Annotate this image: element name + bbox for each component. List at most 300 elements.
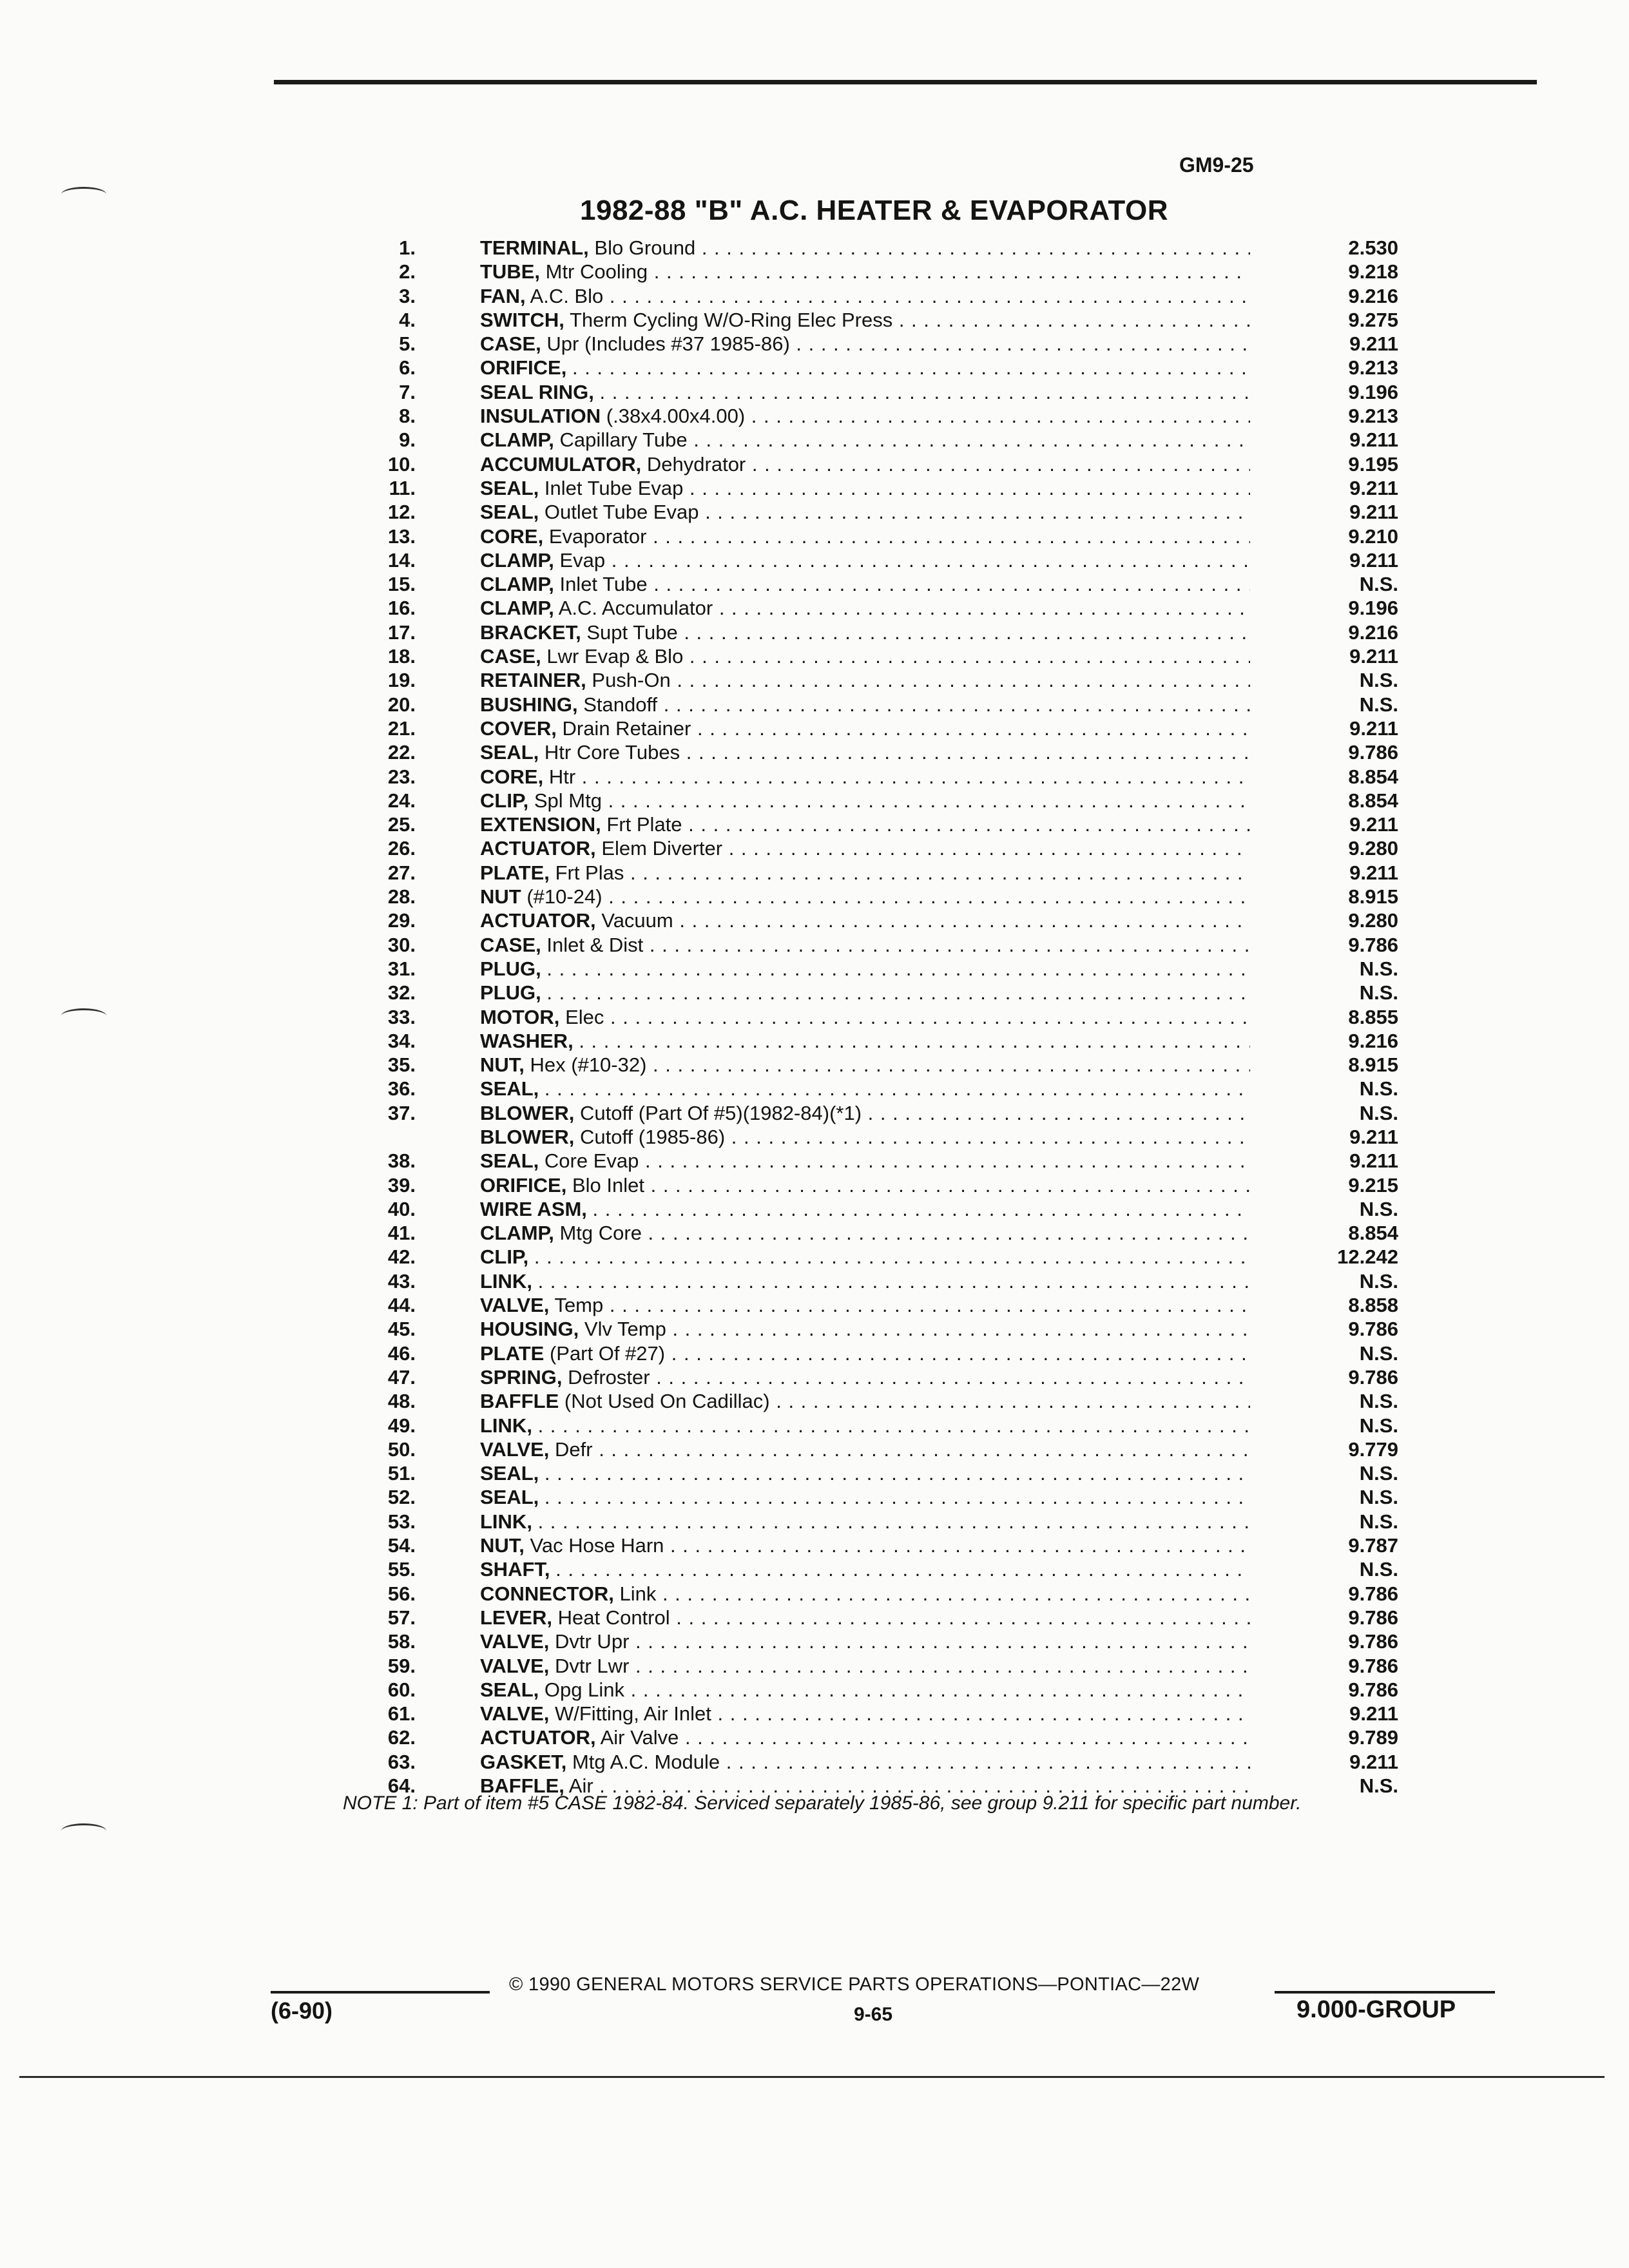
group-code: 9.195 bbox=[1348, 452, 1398, 476]
part-detail: Vac Hose Harn bbox=[530, 1534, 664, 1557]
part-number: 48. bbox=[387, 1390, 416, 1413]
part-row bbox=[348, 1606, 1398, 1629]
part-number: 30. bbox=[387, 933, 416, 956]
group-code: 9.211 bbox=[1349, 861, 1398, 884]
part-detail: Evap bbox=[559, 548, 606, 572]
part-row bbox=[348, 1101, 1398, 1125]
part-number: 10. bbox=[387, 452, 416, 476]
part-number: 26. bbox=[387, 837, 416, 860]
part-row bbox=[348, 1269, 1398, 1293]
part-name: SEAL, bbox=[480, 741, 539, 764]
part-detail: Frt Plate bbox=[606, 813, 682, 836]
group-code: 9.218 bbox=[1348, 260, 1398, 284]
part-name: SEAL, bbox=[480, 476, 539, 499]
part-row bbox=[348, 1485, 1398, 1509]
group-code: 8.854 bbox=[1348, 765, 1398, 788]
group-code: N.S. bbox=[1359, 1486, 1398, 1509]
part-detail: A.C. Accumulator bbox=[558, 597, 713, 620]
part-name: COVER, bbox=[480, 716, 557, 740]
group-code: 9.211 bbox=[1349, 1149, 1398, 1173]
part-number: 11. bbox=[389, 476, 416, 499]
part-row bbox=[348, 1557, 1398, 1581]
part-row bbox=[348, 572, 1398, 596]
part-description bbox=[480, 572, 1250, 596]
part-name: SEAL, bbox=[480, 1149, 539, 1173]
part-description bbox=[480, 1582, 1250, 1606]
parts-list bbox=[348, 236, 1398, 1798]
group-code: 8.855 bbox=[1348, 1005, 1398, 1028]
part-name: SEAL, bbox=[480, 1077, 539, 1100]
part-number: 33. bbox=[387, 1005, 416, 1028]
group-code: 9.275 bbox=[1348, 308, 1398, 331]
part-description bbox=[480, 1029, 1250, 1053]
group-code: 9.196 bbox=[1348, 380, 1398, 403]
part-detail: Inlet Tube Evap bbox=[544, 476, 684, 499]
part-description bbox=[480, 236, 1250, 260]
part-row bbox=[348, 1725, 1398, 1749]
page-code: GM9-25 bbox=[1179, 153, 1254, 177]
part-name: INSULATION bbox=[480, 405, 601, 428]
part-description bbox=[480, 1606, 1250, 1629]
group-code: 12.242 bbox=[1337, 1245, 1398, 1269]
part-name: BLOWER, bbox=[480, 1101, 575, 1124]
part-row bbox=[348, 1173, 1398, 1197]
part-name: ACTUATOR, bbox=[480, 1726, 596, 1749]
part-description bbox=[480, 1341, 1250, 1365]
group-code: 9.786 bbox=[1348, 1318, 1398, 1341]
group-code: N.S. bbox=[1359, 1558, 1398, 1581]
part-detail: Dvtr Upr bbox=[555, 1630, 630, 1653]
part-number: 36. bbox=[387, 1077, 416, 1100]
group-code: 9.216 bbox=[1348, 620, 1398, 644]
part-row bbox=[348, 500, 1398, 524]
part-description bbox=[480, 1629, 1250, 1653]
part-row bbox=[348, 1414, 1398, 1437]
group-code: N.S. bbox=[1359, 1101, 1398, 1124]
part-name: LEVER, bbox=[480, 1606, 552, 1629]
part-number: 6. bbox=[399, 356, 416, 380]
part-description bbox=[480, 644, 1250, 668]
group-code: 9.211 bbox=[1349, 716, 1398, 740]
part-description bbox=[480, 836, 1250, 860]
part-number: 55. bbox=[387, 1558, 416, 1581]
part-description bbox=[480, 284, 1250, 308]
part-detail: Mtr Cooling bbox=[545, 260, 648, 284]
part-number: 15. bbox=[387, 573, 416, 596]
part-row bbox=[348, 933, 1398, 957]
part-name: CORE, bbox=[480, 765, 544, 788]
part-detail: Push-On bbox=[592, 669, 671, 692]
part-row bbox=[348, 1245, 1398, 1269]
part-number: 60. bbox=[387, 1678, 416, 1701]
part-row bbox=[348, 644, 1398, 668]
part-row bbox=[348, 789, 1398, 812]
part-number: 14. bbox=[387, 548, 416, 572]
part-row bbox=[348, 524, 1398, 548]
part-detail: Evaporator bbox=[548, 524, 647, 548]
part-row bbox=[348, 332, 1398, 356]
part-row bbox=[348, 404, 1398, 428]
part-row bbox=[348, 885, 1398, 908]
group-code: 9.786 bbox=[1348, 1365, 1398, 1389]
group-label: 9.000-GROUP bbox=[1296, 1996, 1456, 2023]
part-detail: Heat Control bbox=[557, 1606, 670, 1629]
part-row bbox=[348, 1461, 1398, 1485]
part-name: PLATE bbox=[480, 1341, 545, 1365]
part-number: 38. bbox=[387, 1149, 416, 1173]
part-detail: Spl Mtg bbox=[534, 789, 602, 812]
part-number: 52. bbox=[387, 1486, 416, 1509]
part-detail: Dvtr Lwr bbox=[555, 1654, 630, 1677]
part-number: 53. bbox=[387, 1510, 416, 1533]
part-description bbox=[480, 476, 1250, 500]
group-code: 9.211 bbox=[1349, 1125, 1398, 1148]
footer-rule-right bbox=[1275, 1991, 1495, 1994]
part-number: 4. bbox=[399, 308, 416, 331]
part-number: 27. bbox=[387, 861, 416, 884]
part-name: WIRE ASM, bbox=[480, 1197, 587, 1220]
part-number: 9. bbox=[399, 428, 416, 452]
part-detail: (.38x4.00x4.00) bbox=[606, 405, 746, 428]
part-detail: Capillary Tube bbox=[559, 428, 688, 452]
part-number: 23. bbox=[387, 765, 416, 788]
bottom-rule bbox=[19, 2076, 1605, 2078]
part-row bbox=[348, 1678, 1398, 1702]
part-description bbox=[480, 332, 1250, 356]
part-detail: Temp bbox=[554, 1294, 604, 1317]
group-code: 9.216 bbox=[1348, 1029, 1398, 1052]
part-description bbox=[480, 1533, 1250, 1557]
part-description bbox=[480, 1173, 1250, 1197]
part-description bbox=[480, 861, 1250, 885]
part-detail: Frt Plas bbox=[555, 861, 624, 884]
part-description bbox=[480, 404, 1250, 428]
part-detail: Outlet Tube Evap bbox=[544, 501, 699, 524]
part-name: NUT, bbox=[480, 1053, 525, 1077]
part-number: 57. bbox=[387, 1606, 416, 1629]
part-description bbox=[480, 1245, 1250, 1269]
part-row bbox=[348, 260, 1398, 284]
part-row bbox=[348, 1029, 1398, 1053]
part-name: FAN, bbox=[480, 284, 526, 307]
part-name: PLUG, bbox=[480, 981, 541, 1004]
part-number: 13. bbox=[387, 524, 416, 548]
part-description bbox=[480, 1485, 1250, 1509]
part-detail: (Not Used On Cadillac) bbox=[564, 1390, 770, 1413]
binder-mark bbox=[61, 1008, 106, 1023]
group-code: 9.213 bbox=[1348, 405, 1398, 428]
part-detail: Blo Ground bbox=[594, 236, 696, 259]
part-name: PLUG, bbox=[480, 957, 541, 980]
part-description bbox=[480, 308, 1250, 332]
part-name: BAFFLE bbox=[480, 1390, 559, 1413]
part-description bbox=[480, 1125, 1250, 1149]
group-code: 9.215 bbox=[1348, 1173, 1398, 1196]
part-description bbox=[480, 668, 1250, 692]
footer-rule-left bbox=[271, 1991, 490, 1994]
group-code: 2.530 bbox=[1348, 236, 1398, 259]
group-code: N.S. bbox=[1359, 957, 1398, 980]
part-description bbox=[480, 957, 1250, 981]
date-code: (6-90) bbox=[271, 1997, 333, 2024]
group-code: 9.216 bbox=[1348, 284, 1398, 307]
part-name: ACTUATOR, bbox=[480, 837, 596, 860]
part-name: VALVE, bbox=[480, 1294, 550, 1317]
group-code: 9.211 bbox=[1349, 548, 1398, 572]
part-number: 16. bbox=[387, 597, 416, 620]
part-name: ORIFICE, bbox=[480, 1173, 567, 1196]
part-row bbox=[348, 1341, 1398, 1365]
part-row bbox=[348, 1437, 1398, 1461]
part-detail: Air Valve bbox=[600, 1726, 679, 1749]
part-row bbox=[348, 693, 1398, 716]
part-description bbox=[480, 1557, 1250, 1581]
part-number: 31. bbox=[387, 957, 416, 980]
part-name: ACCUMULATOR, bbox=[480, 452, 642, 476]
part-row bbox=[348, 812, 1398, 836]
part-number: 43. bbox=[387, 1269, 416, 1293]
part-description bbox=[480, 1365, 1250, 1389]
part-description bbox=[480, 500, 1250, 524]
part-detail: Blo Inlet bbox=[572, 1173, 644, 1196]
part-row bbox=[348, 836, 1398, 860]
part-name: PLATE, bbox=[480, 861, 550, 884]
part-row bbox=[348, 428, 1398, 452]
part-row bbox=[348, 1510, 1398, 1533]
part-number: 62. bbox=[387, 1726, 416, 1749]
group-code: 9.211 bbox=[1349, 332, 1398, 356]
part-row bbox=[348, 981, 1398, 1004]
group-code: N.S. bbox=[1359, 1269, 1398, 1293]
group-code: 9.210 bbox=[1348, 524, 1398, 548]
part-description bbox=[480, 1678, 1250, 1702]
binder-mark bbox=[61, 1823, 106, 1838]
part-description bbox=[480, 933, 1250, 957]
group-code: N.S. bbox=[1359, 1510, 1398, 1533]
part-row bbox=[348, 1077, 1398, 1100]
part-description bbox=[480, 1389, 1250, 1413]
part-detail: Cutoff (1985-86) bbox=[580, 1125, 726, 1148]
part-name: VALVE, bbox=[480, 1437, 550, 1461]
page-title: 1982-88 "B" A.C. HEATER & EVAPORATOR bbox=[580, 195, 1169, 226]
part-number: 45. bbox=[387, 1318, 416, 1341]
part-number: 64. bbox=[387, 1774, 416, 1797]
part-detail: Dehydrator bbox=[646, 452, 746, 476]
group-code: N.S. bbox=[1359, 1462, 1398, 1485]
group-code: N.S. bbox=[1359, 1414, 1398, 1437]
part-detail: Upr (Includes #37 1985-86) bbox=[546, 332, 790, 356]
part-name: ORIFICE, bbox=[480, 356, 567, 380]
part-row bbox=[348, 236, 1398, 260]
part-name: SEAL, bbox=[480, 1462, 539, 1485]
part-number: 37. bbox=[387, 1101, 416, 1124]
part-number: 63. bbox=[387, 1750, 416, 1773]
part-description bbox=[480, 716, 1250, 740]
part-detail: Standoff bbox=[583, 693, 658, 716]
part-description bbox=[480, 524, 1250, 548]
part-number: 1. bbox=[399, 236, 416, 259]
part-row bbox=[348, 1317, 1398, 1341]
group-code: N.S. bbox=[1359, 1390, 1398, 1413]
part-name: SWITCH, bbox=[480, 308, 564, 331]
part-name: SPRING, bbox=[480, 1365, 563, 1389]
part-detail: Therm Cycling W/O-Ring Elec Press bbox=[569, 308, 893, 331]
part-name: BRACKET, bbox=[480, 620, 581, 644]
part-row bbox=[348, 284, 1398, 308]
part-number: 47. bbox=[387, 1365, 416, 1389]
part-description bbox=[480, 1005, 1250, 1029]
part-number: 44. bbox=[387, 1294, 416, 1317]
group-code: 9.211 bbox=[1349, 428, 1398, 452]
part-number: 46. bbox=[387, 1341, 416, 1365]
part-name: SEAL, bbox=[480, 501, 539, 524]
part-row bbox=[348, 908, 1398, 932]
part-number: 54. bbox=[387, 1534, 416, 1557]
part-description bbox=[480, 1269, 1250, 1293]
part-row bbox=[348, 765, 1398, 789]
part-description bbox=[480, 981, 1250, 1004]
part-number: 2. bbox=[399, 260, 416, 284]
part-name: CLIP, bbox=[480, 789, 529, 812]
part-row bbox=[348, 1389, 1398, 1413]
part-description bbox=[480, 1293, 1250, 1317]
part-description bbox=[480, 812, 1250, 836]
part-detail: Core Evap bbox=[544, 1149, 639, 1173]
group-code: N.S. bbox=[1359, 573, 1398, 596]
page-number: 9-65 bbox=[854, 2004, 893, 2025]
part-name: NUT bbox=[480, 885, 521, 908]
group-code: N.S. bbox=[1359, 1077, 1398, 1100]
part-row bbox=[348, 861, 1398, 885]
group-code: 9.196 bbox=[1348, 597, 1398, 620]
part-name: CLAMP, bbox=[480, 573, 554, 596]
part-row bbox=[348, 1702, 1398, 1725]
part-detail: Air bbox=[568, 1774, 593, 1797]
part-row bbox=[348, 548, 1398, 572]
part-row bbox=[348, 1149, 1398, 1173]
part-description bbox=[480, 1702, 1250, 1725]
part-row bbox=[348, 1582, 1398, 1606]
part-name: LINK, bbox=[480, 1414, 532, 1437]
part-description bbox=[480, 1654, 1250, 1678]
part-name: VALVE, bbox=[480, 1630, 550, 1653]
binder-mark bbox=[61, 187, 106, 202]
part-name: LINK, bbox=[480, 1510, 532, 1533]
part-number: 40. bbox=[387, 1197, 416, 1220]
part-description bbox=[480, 1149, 1250, 1173]
part-description bbox=[480, 260, 1250, 284]
part-detail: Vlv Temp bbox=[584, 1318, 666, 1341]
part-detail: Opg Link bbox=[544, 1678, 624, 1701]
part-name: CASE, bbox=[480, 332, 541, 356]
part-number: 29. bbox=[387, 909, 416, 932]
group-code: 9.786 bbox=[1348, 1582, 1398, 1605]
part-row bbox=[348, 1365, 1398, 1389]
part-row bbox=[348, 1005, 1398, 1029]
part-description bbox=[480, 1101, 1250, 1125]
group-code: 9.789 bbox=[1348, 1726, 1398, 1749]
part-description bbox=[480, 1414, 1250, 1437]
part-row bbox=[348, 1221, 1398, 1245]
group-code: 9.786 bbox=[1348, 933, 1398, 956]
part-detail: Elec bbox=[565, 1005, 604, 1028]
part-number: 41. bbox=[387, 1222, 416, 1245]
part-detail: Htr Core Tubes bbox=[544, 741, 680, 764]
group-code: 8.854 bbox=[1348, 789, 1398, 812]
part-description bbox=[480, 1510, 1250, 1533]
part-description bbox=[480, 548, 1250, 572]
part-detail: Htr bbox=[548, 765, 576, 788]
part-description bbox=[480, 1461, 1250, 1485]
part-row bbox=[348, 596, 1398, 620]
part-name: GASKET, bbox=[480, 1750, 567, 1773]
part-number: 20. bbox=[387, 693, 416, 716]
part-description bbox=[480, 693, 1250, 716]
part-name: BLOWER, bbox=[480, 1125, 575, 1148]
part-name: CLAMP, bbox=[480, 428, 554, 452]
part-description bbox=[480, 789, 1250, 812]
group-code: 8.858 bbox=[1348, 1294, 1398, 1317]
part-name: TERMINAL, bbox=[480, 236, 589, 259]
part-detail: A.C. Blo bbox=[530, 284, 604, 307]
part-row bbox=[348, 1293, 1398, 1317]
part-description bbox=[480, 765, 1250, 789]
part-row bbox=[348, 380, 1398, 404]
part-description bbox=[480, 1725, 1250, 1749]
part-detail: Inlet Tube bbox=[559, 573, 648, 596]
part-row bbox=[348, 668, 1398, 692]
part-name: RETAINER, bbox=[480, 669, 586, 692]
part-name: CLAMP, bbox=[480, 1222, 554, 1245]
part-row bbox=[348, 957, 1398, 981]
part-number: 8. bbox=[399, 405, 416, 428]
part-row bbox=[348, 620, 1398, 644]
part-description bbox=[480, 1221, 1250, 1245]
part-name: CLAMP, bbox=[480, 548, 554, 572]
part-detail: Lwr Evap & Blo bbox=[546, 645, 684, 668]
group-code: 8.854 bbox=[1348, 1222, 1398, 1245]
part-detail: Drain Retainer bbox=[562, 716, 691, 740]
part-detail: Defroster bbox=[568, 1365, 650, 1389]
part-name: EXTENSION, bbox=[480, 813, 601, 836]
part-number: 28. bbox=[387, 885, 416, 908]
part-name: NUT, bbox=[480, 1534, 525, 1557]
part-row bbox=[348, 1629, 1398, 1653]
part-name: CONNECTOR, bbox=[480, 1582, 614, 1605]
group-code: N.S. bbox=[1359, 1197, 1398, 1220]
part-number: 50. bbox=[387, 1437, 416, 1461]
part-detail: Elem Diverter bbox=[601, 837, 723, 860]
part-number: 3. bbox=[399, 284, 416, 307]
part-row bbox=[348, 476, 1398, 500]
part-detail: Inlet & Dist bbox=[546, 933, 644, 956]
part-detail: Vacuum bbox=[601, 909, 673, 932]
part-detail: Hex (#10-32) bbox=[530, 1053, 647, 1077]
part-name: BUSHING, bbox=[480, 693, 578, 716]
part-name: CASE, bbox=[480, 933, 541, 956]
group-code: 9.280 bbox=[1348, 837, 1398, 860]
part-number: 34. bbox=[387, 1029, 416, 1052]
part-description bbox=[480, 452, 1250, 476]
part-name: VALVE, bbox=[480, 1702, 550, 1725]
part-number: 7. bbox=[399, 380, 416, 403]
group-code: 9.211 bbox=[1349, 1702, 1398, 1725]
part-name: CORE, bbox=[480, 524, 544, 548]
part-description bbox=[480, 885, 1250, 908]
part-name: BAFFLE, bbox=[480, 1774, 564, 1797]
part-name: CLIP, bbox=[480, 1245, 529, 1269]
group-code: 9.280 bbox=[1348, 909, 1398, 932]
